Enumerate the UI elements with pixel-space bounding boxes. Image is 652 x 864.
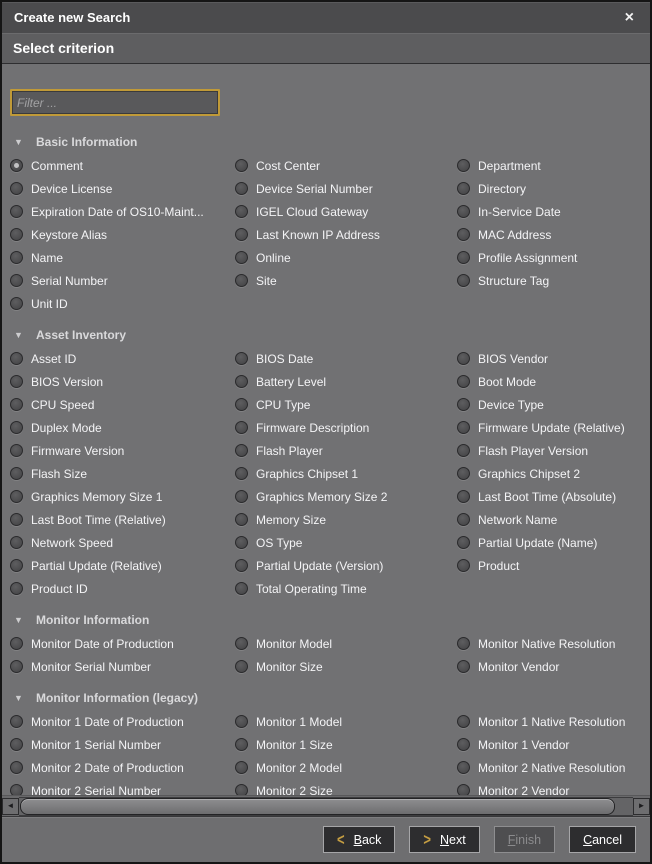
radio-icon	[235, 375, 248, 388]
criterion-label: Flash Player Version	[478, 443, 589, 458]
criterion-radio-site[interactable]	[235, 269, 457, 292]
criterion-radio-flash-size[interactable]	[10, 462, 235, 485]
criterion-label: Asset ID	[31, 351, 77, 366]
radio-icon	[457, 490, 470, 503]
criterion-radio-asset-id[interactable]	[10, 347, 235, 370]
criteria-grid	[2, 154, 650, 315]
radio-icon	[235, 467, 248, 480]
criterion-radio-boot-mode[interactable]	[457, 370, 650, 393]
criterion-radio-device-serial-number[interactable]	[235, 177, 457, 200]
cancel-button[interactable]	[569, 826, 636, 853]
criterion-radio-memory-size[interactable]	[235, 508, 457, 531]
radio-icon	[10, 421, 23, 434]
criterion-radio-cpu-speed[interactable]	[10, 393, 235, 416]
criterion-radio-last-known-ip-address[interactable]	[235, 223, 457, 246]
subtitle-bar	[2, 33, 650, 64]
criterion-label: Monitor 1 Model	[256, 714, 343, 729]
criterion-radio-monitor-vendor[interactable]	[457, 655, 650, 678]
radio-icon	[457, 738, 470, 751]
radio-icon	[457, 444, 470, 457]
radio-icon	[10, 159, 23, 172]
criterion-radio-product-id[interactable]	[10, 577, 235, 600]
radio-icon	[235, 582, 248, 595]
radio-icon	[457, 251, 470, 264]
radio-icon	[10, 274, 23, 287]
title-bar	[2, 2, 650, 33]
radio-icon	[457, 784, 470, 795]
scrollbar-thumb[interactable]	[20, 798, 615, 815]
criterion-radio-firmware-description[interactable]	[235, 416, 457, 439]
radio-icon	[235, 444, 248, 457]
close-icon[interactable]: ×	[624, 8, 634, 26]
radio-icon	[10, 444, 23, 457]
radio-icon	[235, 660, 248, 673]
button-label: Finish	[507, 832, 542, 847]
back-button[interactable]	[323, 826, 395, 853]
radio-icon	[10, 715, 23, 728]
radio-icon	[10, 490, 23, 503]
section-header-monitor-information[interactable]	[2, 608, 650, 632]
criterion-label: Monitor 1 Date of Production	[31, 714, 184, 729]
radio-icon	[10, 761, 23, 774]
radio-icon	[235, 784, 248, 795]
criterion-radio-monitor-2-size[interactable]	[235, 779, 457, 795]
criterion-label: Serial Number	[31, 273, 108, 288]
radio-icon	[235, 761, 248, 774]
criterion-label: Monitor 1 Size	[256, 737, 333, 752]
button-label: Cancel	[583, 832, 622, 847]
section-label: Monitor Information	[36, 613, 150, 627]
criterion-label: IGEL Cloud Gateway	[256, 204, 369, 219]
criterion-radio-comment[interactable]	[10, 154, 235, 177]
radio-icon	[457, 205, 470, 218]
criterion-radio-monitor-2-vendor[interactable]	[457, 779, 650, 795]
criterion-radio-keystore-alias[interactable]	[10, 223, 235, 246]
criterion-label: Online	[256, 250, 291, 265]
radio-icon	[235, 228, 248, 241]
radio-icon	[235, 637, 248, 650]
radio-icon	[10, 182, 23, 195]
criterion-radio-network-speed[interactable]	[10, 531, 235, 554]
section-header-asset-inventory[interactable]	[2, 323, 650, 347]
criterion-radio-directory[interactable]	[457, 177, 650, 200]
radio-icon	[457, 536, 470, 549]
radio-icon	[457, 352, 470, 365]
radio-icon	[235, 421, 248, 434]
criterion-label: Cost Center	[256, 158, 321, 173]
criterion-label: Total Operating Time	[256, 581, 367, 596]
radio-icon	[235, 352, 248, 365]
criterion-label: Device Type	[478, 397, 544, 412]
criterion-label: Monitor Model	[256, 636, 333, 651]
filter-input[interactable]	[10, 89, 220, 116]
footer-button-bar	[2, 817, 650, 862]
radio-icon	[235, 182, 248, 195]
radio-icon	[10, 251, 23, 264]
criterion-radio-expiration-date-of-os10-maint[interactable]	[10, 200, 235, 223]
criterion-label: Monitor Size	[256, 659, 323, 674]
criterion-label: Monitor 2 Vendor	[478, 783, 570, 795]
page-title: Select criterion	[13, 40, 115, 56]
criterion-label: Duplex Mode	[31, 420, 102, 435]
criterion-label: Profile Assignment	[478, 250, 578, 265]
criterion-radio-monitor-size[interactable]	[235, 655, 457, 678]
criterion-label: Monitor Date of Production	[31, 636, 174, 651]
criterion-label: Partial Update (Name)	[478, 535, 598, 550]
criterion-label: Monitor 1 Native Resolution	[478, 714, 626, 729]
radio-icon	[457, 159, 470, 172]
section-label: Basic Information	[36, 135, 138, 149]
criterion-radio-partial-update-name[interactable]	[457, 531, 650, 554]
radio-icon	[457, 375, 470, 388]
criterion-radio-monitor-native-resolution[interactable]	[457, 632, 650, 655]
criterion-label: BIOS Vendor	[478, 351, 549, 366]
criterion-label: Graphics Memory Size 2	[256, 489, 388, 504]
radio-icon	[235, 738, 248, 751]
criterion-radio-firmware-version[interactable]	[10, 439, 235, 462]
radio-icon	[457, 398, 470, 411]
radio-icon	[235, 159, 248, 172]
criterion-radio-department[interactable]	[457, 154, 650, 177]
criteria-list	[2, 130, 650, 795]
criterion-label: Department	[478, 158, 541, 173]
radio-icon	[457, 637, 470, 650]
criterion-radio-flash-player[interactable]	[235, 439, 457, 462]
criterion-radio-partial-update-relative[interactable]	[10, 554, 235, 577]
criterion-label: Expiration Date of OS10-Maint...	[31, 204, 204, 219]
radio-icon	[457, 467, 470, 480]
radio-icon	[457, 421, 470, 434]
criterion-radio-cpu-type[interactable]	[235, 393, 457, 416]
criterion-label: Monitor Serial Number	[31, 659, 152, 674]
criterion-label: Unit ID	[31, 296, 68, 311]
criterion-label: Boot Mode	[478, 374, 537, 389]
radio-icon	[10, 352, 23, 365]
criterion-radio-serial-number[interactable]	[10, 269, 235, 292]
radio-icon	[10, 738, 23, 751]
criterion-label: Name	[31, 250, 64, 265]
criterion-label: Flash Size	[31, 466, 88, 481]
radio-icon	[235, 398, 248, 411]
criterion-radio-name[interactable]	[10, 246, 235, 269]
section-header-basic-information[interactable]	[2, 130, 650, 154]
criterion-radio-cost-center[interactable]	[235, 154, 457, 177]
criterion-label: Monitor 2 Serial Number	[31, 783, 162, 795]
criterion-radio-graphics-memory-size-1[interactable]	[10, 485, 235, 508]
criterion-label: Graphics Memory Size 1	[31, 489, 163, 504]
criterion-label: CPU Speed	[31, 397, 95, 412]
criterion-radio-igel-cloud-gateway[interactable]	[235, 200, 457, 223]
filter-wrap	[2, 64, 650, 116]
criterion-radio-battery-level[interactable]	[235, 370, 457, 393]
criterion-label: BIOS Version	[31, 374, 104, 389]
scroll-left-icon[interactable]: ◄	[2, 798, 19, 815]
criterion-label: Monitor 1 Vendor	[478, 737, 570, 752]
criterion-label: Last Boot Time (Absolute)	[478, 489, 617, 504]
criterion-label: MAC Address	[478, 227, 552, 242]
criterion-label: Battery Level	[256, 374, 327, 389]
criterion-radio-monitor-1-model[interactable]	[235, 710, 457, 733]
criterion-radio-monitor-2-model[interactable]	[235, 756, 457, 779]
criterion-radio-firmware-update-relative[interactable]	[457, 416, 650, 439]
criterion-label: OS Type	[256, 535, 303, 550]
criterion-label: Partial Update (Version)	[256, 558, 384, 573]
scrollbar-track[interactable]	[19, 797, 633, 816]
finish-button	[494, 826, 555, 853]
criterion-radio-monitor-2-native-resolution[interactable]	[457, 756, 650, 779]
criterion-label: Graphics Chipset 1	[256, 466, 359, 481]
radio-icon	[10, 559, 23, 572]
criterion-radio-partial-update-version[interactable]	[235, 554, 457, 577]
horizontal-scrollbar[interactable]	[2, 795, 650, 817]
radio-icon	[235, 715, 248, 728]
criterion-radio-graphics-chipset-1[interactable]	[235, 462, 457, 485]
radio-icon	[235, 251, 248, 264]
radio-icon	[10, 205, 23, 218]
radio-icon	[10, 582, 23, 595]
radio-icon	[10, 467, 23, 480]
radio-icon	[235, 513, 248, 526]
criterion-radio-monitor-serial-number[interactable]	[10, 655, 235, 678]
criterion-radio-device-type[interactable]	[457, 393, 650, 416]
criterion-label: Monitor 2 Native Resolution	[478, 760, 626, 775]
criterion-radio-graphics-memory-size-2[interactable]	[235, 485, 457, 508]
criterion-radio-structure-tag[interactable]	[457, 269, 650, 292]
radio-icon	[457, 513, 470, 526]
criterion-radio-monitor-1-vendor[interactable]	[457, 733, 650, 756]
radio-icon	[10, 536, 23, 549]
radio-icon	[10, 398, 23, 411]
radio-icon	[457, 660, 470, 673]
criterion-label: BIOS Date	[256, 351, 314, 366]
criterion-radio-flash-player-version[interactable]	[457, 439, 650, 462]
criterion-label: Last Known IP Address	[256, 227, 380, 242]
criterion-label: Monitor 2 Model	[256, 760, 343, 775]
criterion-radio-monitor-1-serial-number[interactable]	[10, 733, 235, 756]
criterion-radio-graphics-chipset-2[interactable]	[457, 462, 650, 485]
criterion-radio-monitor-1-date-of-production[interactable]	[10, 710, 235, 733]
criterion-label: Network Speed	[31, 535, 114, 550]
criterion-radio-last-boot-time-absolute[interactable]	[457, 485, 650, 508]
radio-icon	[235, 490, 248, 503]
criterion-radio-duplex-mode[interactable]	[10, 416, 235, 439]
criterion-radio-unit-id[interactable]	[10, 292, 235, 315]
chevron-right-icon: >	[423, 829, 431, 849]
collapse-triangle-icon: ▼	[14, 137, 23, 147]
criterion-radio-os-type[interactable]	[235, 531, 457, 554]
chevron-left-icon: <	[337, 829, 345, 849]
scroll-right-icon[interactable]: ►	[633, 798, 650, 815]
criterion-label: Device Serial Number	[256, 181, 373, 196]
criteria-content	[2, 64, 650, 795]
criterion-label: Site	[256, 273, 277, 288]
collapse-triangle-icon: ▼	[14, 615, 23, 625]
criterion-label: Structure Tag	[478, 273, 550, 288]
criterion-radio-monitor-2-serial-number[interactable]	[10, 779, 235, 795]
collapse-triangle-icon: ▼	[14, 693, 23, 703]
button-label: Back	[353, 832, 382, 847]
criterion-label: Graphics Chipset 2	[478, 466, 581, 481]
criterion-label: In-Service Date	[478, 204, 561, 219]
criterion-label: Monitor 2 Size	[256, 783, 333, 795]
radio-icon	[10, 228, 23, 241]
criterion-radio-profile-assignment[interactable]	[457, 246, 650, 269]
radio-icon	[457, 761, 470, 774]
radio-icon	[457, 182, 470, 195]
radio-icon	[10, 784, 23, 795]
criterion-label: Firmware Version	[31, 443, 125, 458]
radio-icon	[457, 274, 470, 287]
criterion-label: Product ID	[31, 581, 88, 596]
criterion-label: Comment	[31, 158, 84, 173]
radio-icon	[235, 536, 248, 549]
section-label: Asset Inventory	[36, 328, 127, 342]
criterion-label: Partial Update (Relative)	[31, 558, 162, 573]
criteria-grid	[2, 347, 650, 600]
criterion-label: Monitor Native Resolution	[478, 636, 616, 651]
criterion-radio-total-operating-time[interactable]	[235, 577, 457, 600]
section-label: Monitor Information (legacy)	[36, 691, 198, 705]
criterion-radio-last-boot-time-relative[interactable]	[10, 508, 235, 531]
criterion-label: Firmware Update (Relative)	[478, 420, 625, 435]
radio-icon	[10, 297, 23, 310]
criterion-radio-monitor-2-date-of-production[interactable]	[10, 756, 235, 779]
radio-icon	[457, 228, 470, 241]
criterion-label: Monitor Vendor	[478, 659, 560, 674]
radio-icon	[10, 513, 23, 526]
criterion-label: Directory	[478, 181, 527, 196]
criterion-label: Last Boot Time (Relative)	[31, 512, 166, 527]
criterion-label: Product	[478, 558, 520, 573]
criterion-radio-monitor-date-of-production[interactable]	[10, 632, 235, 655]
criterion-radio-bios-vendor[interactable]	[457, 347, 650, 370]
radio-icon	[457, 559, 470, 572]
button-label: Next	[440, 832, 466, 847]
collapse-triangle-icon: ▼	[14, 330, 23, 340]
criterion-label: Firmware Description	[256, 420, 370, 435]
criterion-label: Monitor 1 Serial Number	[31, 737, 162, 752]
criterion-label: Device License	[31, 181, 113, 196]
criterion-radio-monitor-1-size[interactable]	[235, 733, 457, 756]
dialog-title: Create new Search	[14, 10, 131, 25]
criterion-label: Keystore Alias	[31, 227, 108, 242]
criterion-radio-mac-address[interactable]	[457, 223, 650, 246]
criterion-radio-bios-version[interactable]	[10, 370, 235, 393]
radio-icon	[235, 559, 248, 572]
criterion-label: Monitor 2 Date of Production	[31, 760, 184, 775]
criterion-label: Flash Player	[256, 443, 323, 458]
criterion-radio-bios-date[interactable]	[235, 347, 457, 370]
radio-icon	[10, 660, 23, 673]
next-button[interactable]	[409, 826, 479, 853]
criterion-radio-online[interactable]	[235, 246, 457, 269]
criterion-radio-monitor-1-native-resolution[interactable]	[457, 710, 650, 733]
criteria-grid	[2, 632, 650, 678]
criterion-label: CPU Type	[256, 397, 311, 412]
radio-icon	[235, 205, 248, 218]
criterion-label: Memory Size	[256, 512, 327, 527]
radio-icon	[10, 375, 23, 388]
section-header-monitor-information-legacy[interactable]	[2, 686, 650, 710]
radio-icon	[235, 274, 248, 287]
criterion-label: Network Name	[478, 512, 558, 527]
radio-icon	[10, 637, 23, 650]
radio-icon	[457, 715, 470, 728]
criterion-radio-network-name[interactable]	[457, 508, 650, 531]
criteria-grid	[2, 710, 650, 795]
criterion-radio-product[interactable]	[457, 554, 650, 577]
criterion-radio-monitor-model[interactable]	[235, 632, 457, 655]
criterion-radio-device-license[interactable]	[10, 177, 235, 200]
criterion-radio-in-service-date[interactable]	[457, 200, 650, 223]
